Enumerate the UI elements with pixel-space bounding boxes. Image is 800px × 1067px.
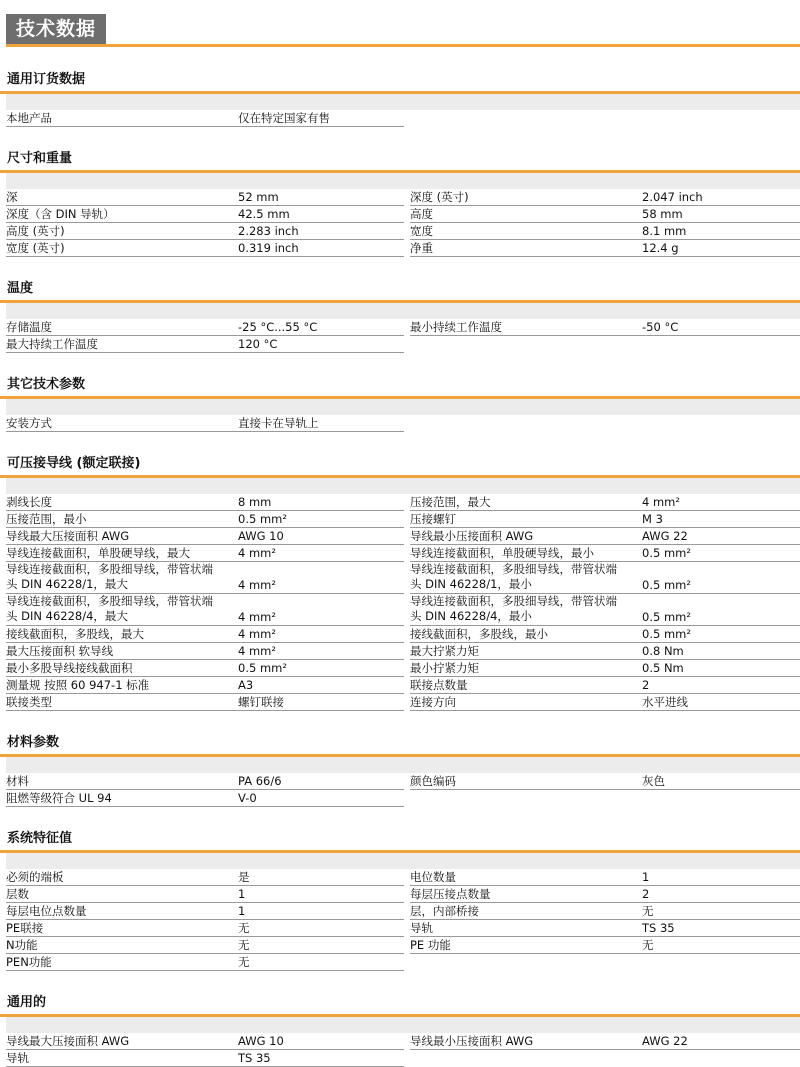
- spec-label: 最大压接面积 软导线: [6, 644, 114, 658]
- spec-label: 连接方向: [410, 695, 456, 709]
- section-shade-bar: [6, 1017, 800, 1033]
- spec-value: A3: [238, 678, 254, 692]
- spec-row: [6, 528, 404, 545]
- spec-row: [6, 494, 404, 511]
- section-heading-crimp: [0, 432, 800, 478]
- spec-row: [410, 677, 800, 694]
- spec-label: 接线截面积，多股线，最大: [6, 627, 144, 641]
- section-title: 可压接导线 (额定联接): [7, 456, 141, 471]
- spec-label: 每层电位点数量: [6, 904, 87, 918]
- section-title: 材料参数: [7, 735, 60, 750]
- spec-row: [6, 790, 404, 807]
- spec-value: 螺钉联接: [238, 695, 284, 709]
- spec-label: 压接范围，最小: [6, 512, 87, 526]
- section-rows: [0, 494, 800, 711]
- spec-row: [6, 206, 404, 223]
- spec-label: 压接螺钉: [410, 512, 456, 526]
- spec-column-right: [410, 1033, 800, 1050]
- spec-value: 4 mm²: [238, 627, 276, 641]
- spec-value: TS 35: [238, 1051, 271, 1065]
- spec-value: 4 mm²: [238, 546, 276, 560]
- spec-row: [410, 694, 800, 711]
- section-shade-bar: [6, 853, 800, 869]
- spec-value: 42.5 mm: [238, 207, 290, 221]
- section-title: 系统特征值: [7, 831, 73, 846]
- spec-value: AWG 10: [238, 1034, 284, 1048]
- spec-row: [6, 677, 404, 694]
- section-heading-temperature: [0, 257, 800, 303]
- spec-label: 深: [6, 190, 18, 204]
- spec-value: -50 °C: [642, 320, 679, 334]
- spec-value: AWG 22: [642, 1034, 688, 1048]
- spec-label: 净重: [410, 241, 433, 255]
- spec-label: 高度: [410, 207, 433, 221]
- spec-label: 导线最小压接面积 AWG: [410, 1034, 534, 1048]
- spec-row: [6, 920, 404, 937]
- section-heading-general: [0, 971, 800, 1017]
- spec-row: [6, 626, 404, 643]
- section-title: 通用订货数据: [7, 72, 86, 87]
- spec-value: V-0: [238, 791, 257, 805]
- spec-row: [410, 869, 800, 886]
- spec-value: 0.5 Nm: [642, 661, 684, 675]
- spec-label: 导线连接截面积，多股细导线，带管状端 头 DIN 46228/1，最大: [6, 562, 213, 591]
- spec-value: 1: [238, 887, 246, 901]
- spec-column-left: [6, 110, 404, 127]
- spec-label: 深度 (英寸): [410, 190, 469, 204]
- spec-value: 直接卡在导轨上: [238, 416, 319, 430]
- spec-label: 深度（含 DIN 导轨）: [6, 207, 115, 221]
- section-shade-bar: [6, 757, 800, 773]
- spec-label: 本地产品: [6, 111, 52, 125]
- section-title: 其它技术参数: [7, 377, 86, 392]
- section-heading-material: [0, 711, 800, 757]
- spec-row: [410, 626, 800, 643]
- spec-row: [410, 494, 800, 511]
- section-title: 通用的: [7, 995, 47, 1010]
- spec-row: [6, 1033, 404, 1050]
- spec-label: 联接点数量: [410, 678, 468, 692]
- spec-row: [410, 594, 800, 626]
- spec-label: 导线连接截面积，多股细导线，带管状端 头 DIN 46228/4，最大: [6, 594, 213, 623]
- spec-value: M 3: [642, 512, 663, 526]
- section-rows: [0, 189, 800, 257]
- spec-label: PE 功能: [410, 938, 451, 952]
- spec-row: [410, 511, 800, 528]
- spec-value: 120 °C: [238, 337, 278, 351]
- spec-label: 宽度: [410, 224, 433, 238]
- spec-value: AWG 10: [238, 529, 284, 543]
- section-heading-other: [0, 353, 800, 399]
- spec-row: [410, 937, 800, 954]
- section-heading-system: [0, 807, 800, 853]
- page-title: 技术数据: [6, 14, 106, 45]
- spec-label: 测量规 按照 60 947-1 标准: [6, 678, 150, 692]
- section-shade-bar: [6, 478, 800, 494]
- spec-label: 导线连接截面积，单股硬导线，最小: [410, 546, 594, 560]
- spec-value: 是: [238, 870, 250, 884]
- spec-value: 0.5 mm²: [642, 546, 691, 560]
- section-heading-dimensions: [0, 127, 800, 173]
- spec-row: [6, 694, 404, 711]
- spec-value: 4 mm²: [238, 610, 276, 624]
- spec-label: 导轨: [6, 1051, 29, 1065]
- spec-row: [6, 562, 404, 594]
- spec-label: 宽度 (英寸): [6, 241, 65, 255]
- section-rows: [0, 110, 800, 127]
- spec-label: 导线最大压接面积 AWG: [6, 1034, 130, 1048]
- spec-row: [410, 206, 800, 223]
- spec-row: [6, 223, 404, 240]
- spec-row: [410, 319, 800, 336]
- spec-value: 52 mm: [238, 190, 279, 204]
- spec-row: [410, 920, 800, 937]
- spec-label: 导线连接截面积，单股硬导线，最大: [6, 546, 190, 560]
- spec-value: 无: [238, 955, 250, 969]
- spec-row: [6, 319, 404, 336]
- spec-row: [410, 545, 800, 562]
- spec-row: [6, 545, 404, 562]
- spec-row: [6, 643, 404, 660]
- spec-row: [6, 886, 404, 903]
- spec-value: 无: [238, 938, 250, 952]
- spec-label: 必须的端板: [6, 870, 64, 884]
- section-shade-bar: [6, 94, 800, 110]
- spec-value: 0.5 mm²: [642, 627, 691, 641]
- spec-row: [6, 336, 404, 353]
- spec-label: PE联接: [6, 921, 44, 935]
- spec-label: 高度 (英寸): [6, 224, 65, 238]
- spec-column-left: [6, 319, 404, 353]
- spec-row: [410, 773, 800, 790]
- section-rows: [0, 1033, 800, 1067]
- spec-label: 最小持续工作温度: [410, 320, 502, 334]
- spec-value: 4 mm²: [238, 644, 276, 658]
- spec-value: 4 mm²: [642, 495, 680, 509]
- spec-row: [410, 886, 800, 903]
- spec-row: [6, 660, 404, 677]
- section-rows: [0, 869, 800, 971]
- spec-row: [410, 660, 800, 677]
- spec-row: [6, 869, 404, 886]
- spec-column-right: [410, 773, 800, 790]
- spec-value: 1: [642, 870, 650, 884]
- spec-value: 0.5 mm²: [238, 512, 287, 526]
- spec-value: 2.283 inch: [238, 224, 299, 238]
- spec-label: 导线连接截面积，多股细导线，带管状端 头 DIN 46228/4，最小: [410, 594, 617, 623]
- section-rows: [0, 773, 800, 807]
- spec-label: 电位数量: [410, 870, 456, 884]
- spec-value: 水平进线: [642, 695, 688, 709]
- spec-column-left: [6, 1033, 404, 1067]
- spec-row: [6, 110, 404, 127]
- spec-value: 8.1 mm: [642, 224, 687, 238]
- spec-row: [410, 643, 800, 660]
- spec-label: 颜色编码: [410, 774, 456, 788]
- section-title: 尺寸和重量: [7, 151, 73, 166]
- spec-column-left: [6, 494, 404, 711]
- section-title: 温度: [7, 281, 34, 296]
- spec-row: [6, 415, 404, 432]
- spec-value: PA 66/6: [238, 774, 282, 788]
- section-rows: [0, 415, 800, 432]
- section-shade-bar: [6, 173, 800, 189]
- spec-label: 最小多股导线接线截面积: [6, 661, 133, 675]
- spec-column-left: [6, 189, 404, 257]
- spec-column-left: [6, 415, 404, 432]
- spec-label: 导轨: [410, 921, 433, 935]
- spec-value: TS 35: [642, 921, 675, 935]
- spec-value: 无: [238, 921, 250, 935]
- spec-row: [6, 954, 404, 971]
- section-shade-bar: [6, 303, 800, 319]
- spec-label: 最大持续工作温度: [6, 337, 98, 351]
- section-rows: [0, 319, 800, 353]
- section-shade-bar: [6, 399, 800, 415]
- spec-value: 2: [642, 678, 650, 692]
- spec-row: [410, 240, 800, 257]
- spec-row: [6, 773, 404, 790]
- spec-value: 0.319 inch: [238, 241, 299, 255]
- spec-value: 0.5 mm²: [642, 578, 691, 592]
- spec-label: 最小拧紧力矩: [410, 661, 479, 675]
- spec-label: 联接类型: [6, 695, 52, 709]
- spec-row: [6, 903, 404, 920]
- spec-label: 材料: [6, 774, 29, 788]
- spec-value: 2.047 inch: [642, 190, 703, 204]
- spec-row: [410, 562, 800, 594]
- spec-column-left: [6, 773, 404, 807]
- spec-value: -25 °C...55 °C: [238, 320, 318, 334]
- spec-value: 1: [238, 904, 246, 918]
- spec-label: 最大拧紧力矩: [410, 644, 479, 658]
- spec-value: 仅在特定国家有售: [238, 111, 330, 125]
- spec-value: 8 mm: [238, 495, 272, 509]
- spec-row: [6, 1050, 404, 1067]
- spec-value: 0.8 Nm: [642, 644, 684, 658]
- spec-value: 2: [642, 887, 650, 901]
- spec-row: [6, 189, 404, 206]
- spec-value: 58 mm: [642, 207, 683, 221]
- spec-row: [410, 1033, 800, 1050]
- spec-label: 压接范围，最大: [410, 495, 491, 509]
- spec-value: 0.5 mm²: [642, 610, 691, 624]
- spec-label: 剥线长度: [6, 495, 52, 509]
- spec-label: 层，内部桥接: [410, 904, 479, 918]
- spec-value: AWG 22: [642, 529, 688, 543]
- spec-row: [410, 903, 800, 920]
- spec-label: 接线截面积，多股线，最小: [410, 627, 548, 641]
- spec-label: 每层压接点数量: [410, 887, 491, 901]
- spec-label: 层数: [6, 887, 29, 901]
- spec-value: 灰色: [642, 774, 665, 788]
- spec-label: PEN功能: [6, 955, 52, 969]
- spec-column-right: [410, 319, 800, 336]
- spec-value: 无: [642, 938, 654, 952]
- spec-value: 12.4 g: [642, 241, 679, 255]
- spec-label: 导线最大压接面积 AWG: [6, 529, 130, 543]
- spec-label: 导线连接截面积，多股细导线，带管状端 头 DIN 46228/1，最小: [410, 562, 617, 591]
- spec-row: [410, 223, 800, 240]
- spec-row: [6, 594, 404, 626]
- spec-column-right: [410, 494, 800, 711]
- spec-column-left: [6, 869, 404, 971]
- spec-row: [6, 240, 404, 257]
- spec-column-right: [410, 189, 800, 257]
- spec-value: 4 mm²: [238, 578, 276, 592]
- spec-label: 安装方式: [6, 416, 52, 430]
- spec-column-right: [410, 869, 800, 954]
- spec-row: [410, 189, 800, 206]
- title-underline: [6, 44, 800, 47]
- page-header: [0, 0, 800, 48]
- spec-content: [0, 48, 800, 1067]
- spec-row: [6, 511, 404, 528]
- spec-value: 0.5 mm²: [238, 661, 287, 675]
- spec-row: [6, 937, 404, 954]
- spec-label: 存储温度: [6, 320, 52, 334]
- spec-label: 导线最小压接面积 AWG: [410, 529, 534, 543]
- spec-label: 阻燃等级符合 UL 94: [6, 791, 112, 805]
- spec-value: 无: [642, 904, 654, 918]
- spec-label: N功能: [6, 938, 38, 952]
- section-heading-ordering: [0, 48, 800, 94]
- spec-row: [410, 528, 800, 545]
